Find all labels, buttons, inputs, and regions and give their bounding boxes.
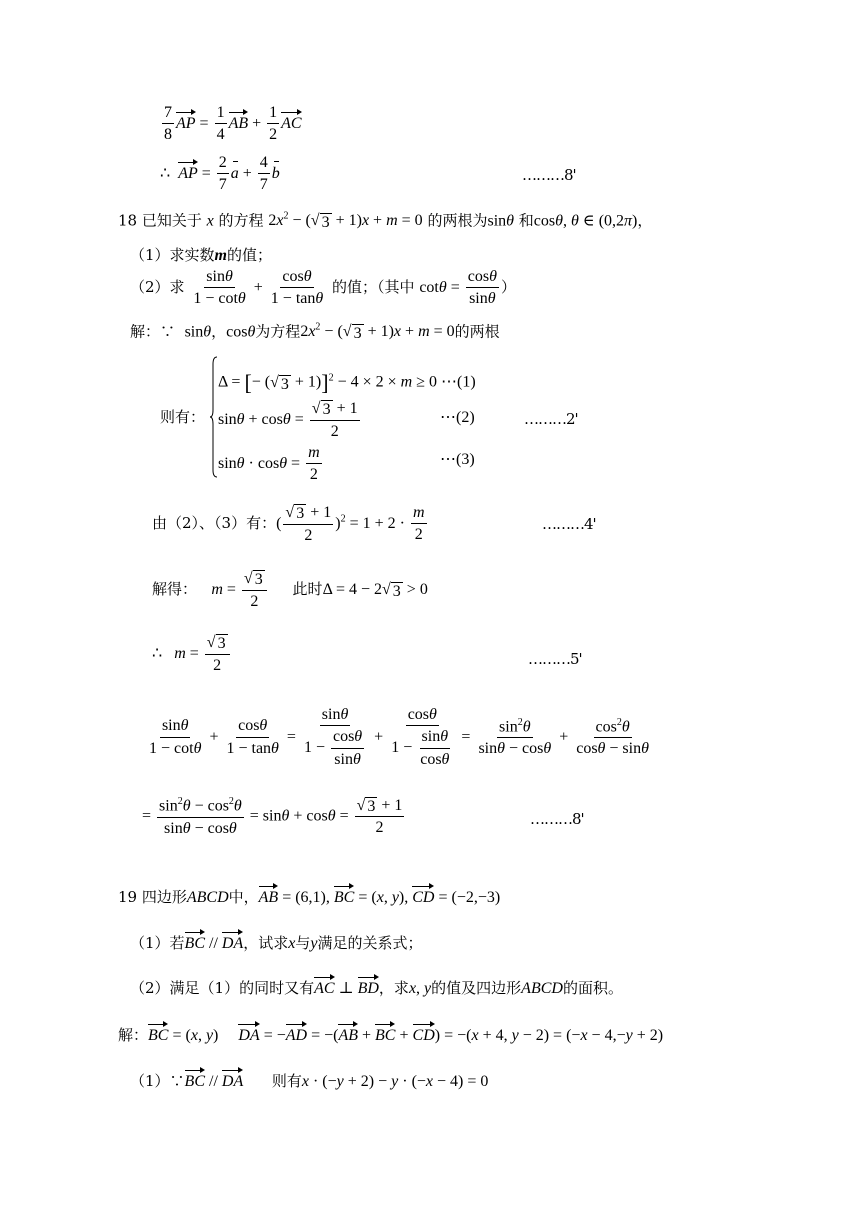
q19-solution-prefix: 解： [118, 1026, 149, 1044]
eq3-tag: ⋯(3) [440, 451, 475, 468]
eq1-tag: ⋯(1) [441, 373, 476, 391]
score-mark: ………2' [524, 410, 578, 428]
q19-part1-label: （1）若 [130, 934, 185, 952]
score-mark: ………8' [530, 810, 584, 828]
solve-line: 解得： m = √ 3 2 此时Δ = 4 − 2√ 3 > 0 [152, 570, 428, 610]
q19-part1: （1）若BC // DA，试求x与y满足的关系式； [130, 930, 422, 952]
q19-part1-tail: ，试求 [243, 934, 289, 952]
solution-intro: 解：∵ sinθ，cosθ为方程$2x^2$ − (√ 3 + 1)x + m = 0的两根 [130, 322, 500, 343]
score-mark: ………4' [542, 515, 596, 533]
q19-part1-end: 满足的关系式； [317, 934, 423, 952]
from-2-3-label: 由（2）、（3）有： [152, 514, 277, 533]
expression-derivation: $\frac{\sin\theta}{1 - \cot\theta}$ + $\frac{\cos\theta}{1 - \tan\theta}$ = sinθ 1 − $\frac{\cos\theta}{\sin\theta}$ + cosθ 1 − $\frac{\sin\theta}{\cos\theta}$ = $\frac{\sin^2\theta}{\sin\theta - \cos\theta}$ + $\frac{\cos^2\theta}{\cos\theta - \sin\theta}$ [149, 706, 649, 768]
q19-part2-mid: ，求 [378, 979, 409, 997]
solution-prefix: 解：∵ [130, 322, 176, 341]
score-mark: ………5' [528, 650, 582, 668]
q19-part2: （2）满足（1）的同时又有AC ⊥ BD，求x, y的值及四边形ABCD的面积。 [130, 975, 623, 997]
q18-and: 和 [518, 211, 534, 230]
q19-mid: 中， [228, 888, 259, 906]
q18-mid1: 的方程 [218, 211, 264, 230]
eq-ap-result: ∴ AP = $\frac{2}{7}$ a + $\frac{4}{7}$ b [160, 154, 280, 194]
solve-label: 解得： [152, 580, 198, 599]
q18-statement: 18 已知关于 x 的方程 $2x^2$ − (√ 3 + 1)x + m = 0 的两根为sinθ 和cosθ, θ ∈ (0,2π)， [118, 211, 653, 232]
q18-part2-mid: 的值；（其中 [332, 278, 415, 297]
q18-part2-label: （2）求 [130, 278, 185, 297]
q18-mid2: 的两根为 [427, 211, 488, 230]
q19-part2-end: 的值及四边形 [431, 979, 522, 997]
q18-prefix: 18 已知关于 [118, 211, 202, 230]
q19-solution-part1-label: （1）∵ [130, 1072, 185, 1090]
score-mark: ………8' [522, 166, 576, 184]
q19-prefix: 19 四边形 [118, 888, 187, 906]
therefore-m: ∴ m = √ 3 2 [152, 634, 232, 675]
system-eq3: sinθ · cosθ = $\frac{m}{2}$ [218, 444, 320, 484]
q18-part1: （1）求实数m的值； [130, 246, 273, 264]
q19-part1-and: 与 [295, 934, 311, 952]
q19-solution-then: 则有 [271, 1072, 302, 1090]
solution-tail: 的两根 [454, 322, 500, 341]
therefore-symbol: ∴ [152, 645, 163, 663]
expression-result: = $\frac{\sin^2\theta - \cos^2\theta}{\sin\theta - \cos\theta}$ = sinθ + cosθ = √ 3 + 1 2 [142, 796, 403, 837]
system-eq1: Δ = [− (√ 3 + 1)]$^2$ − 4 × 2 × m ≥ 0 ⋯(1) [218, 370, 476, 395]
q18-part1-tail: 的值； [227, 246, 273, 264]
from-2-3: 由（2）、（3）有：( √ 3 + 1 2 )$^2$ = 1 + 2 · $\frac{m}{2}$ [152, 504, 425, 544]
eq2-tag: ⋯(2) [440, 409, 475, 426]
q19-part2-label: （2）满足（1）的同时又有 [130, 979, 315, 997]
system-brace [210, 356, 218, 478]
q18-part1-label: （1）求实数 [130, 246, 215, 264]
solution-text: 为方程 [255, 322, 301, 341]
system-eq2: sinθ + cosθ = √ 3 + 1 2 [218, 400, 358, 440]
at-this-label: 此时 [292, 580, 323, 599]
then-have-label: 则有： [160, 408, 206, 426]
eq-ap-seven-eighths: $\frac{7}{8}$ AP = $\frac{1}{4}$ AB + $\frac{1}{2}$ AC [164, 104, 302, 144]
q19-solution: 解：BC = (x, y) DA = −AD = −(AB + BC + CD) = −(x + 4, y − 2) = (−x − 4,−y + 2) [118, 1022, 663, 1044]
q19-part2-area: 的面积。 [562, 979, 623, 997]
q18-part2: （2）求 $\frac{\sin\theta}{1 - \cot\theta}$ + $\frac{\cos\theta}{1 - \tan\theta}$ 的值；（其中 cotθ = $\frac{\cos\theta}{\sin\theta}$ ） [130, 268, 516, 308]
q19-solution-part1: （1）∵BC // DA 则有x · (−y + 2) − y · (−x − 4) = 0 [130, 1068, 488, 1090]
q18-part2-end: ） [500, 278, 516, 297]
q19-statement: 19 四边形ABCD中，AB = (6,1), BC = (x, y), CD = (−2,−3) [118, 884, 500, 906]
